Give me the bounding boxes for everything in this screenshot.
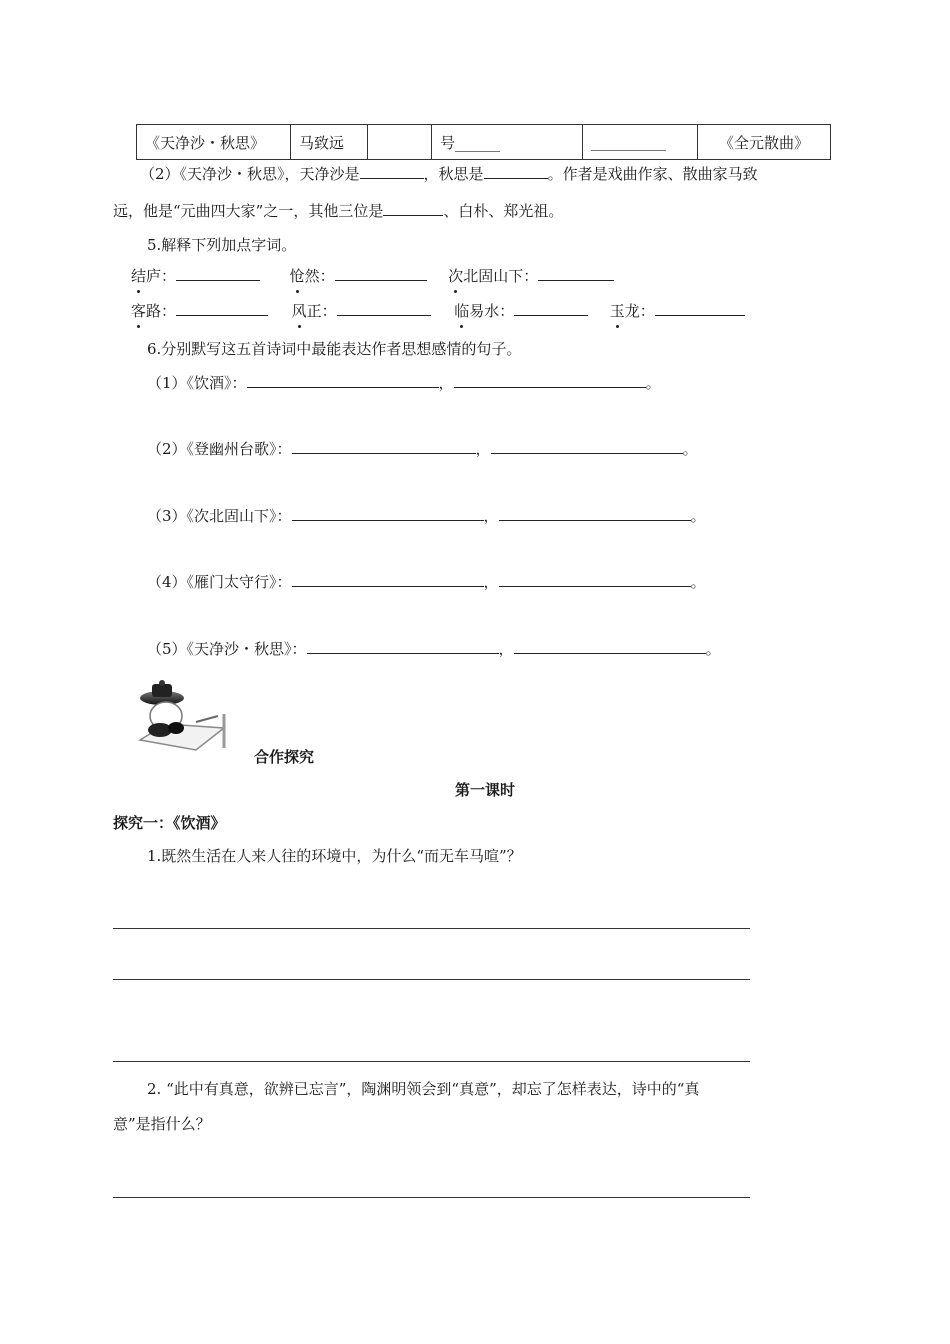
q6-item-label: （5）《天净沙・秋思》： — [147, 640, 307, 658]
answer-blank[interactable] — [383, 201, 443, 216]
answer-blank[interactable] — [292, 439, 476, 454]
answer-blank[interactable] — [176, 266, 260, 281]
table-row — [137, 125, 831, 160]
q4-2-line1 — [140, 163, 758, 184]
q5-item-label: 北固山下： — [463, 267, 539, 285]
answer-blank[interactable] — [514, 639, 706, 654]
q5-item — [610, 302, 655, 320]
answer-blank[interactable] — [499, 572, 691, 587]
answer-blank[interactable] — [514, 301, 588, 316]
q5-item — [131, 267, 176, 285]
q5-item — [292, 302, 337, 320]
explore-question-1: 1.既然生活在人来人往的环境中，为什么“而无车马喧”？ — [147, 847, 522, 865]
q6-title: 6.分别默写这五首诗词中最能表达作者思想感情的句子。 — [147, 340, 522, 358]
punct: 。 — [682, 440, 698, 458]
source-cell: 《全元散曲》 — [698, 125, 831, 160]
section-heading: 合作探究 — [254, 748, 315, 766]
explore-heading: 探究一：《饮酒》 — [113, 814, 226, 832]
q6-item-label: （4）《雁门太守行》： — [147, 573, 292, 591]
explore-question-2-line1: 2. “此中有真意，欲辨已忘言”，陶渊明领会到“真意”，却忘了怎样表达，诗中的“真 — [147, 1080, 700, 1098]
poem-info-table — [136, 124, 831, 160]
q5-item-label: 正： — [306, 302, 337, 320]
q6-item-5 — [147, 638, 721, 659]
q5-item-label: 然： — [304, 267, 335, 285]
q5-item-label: 庐： — [146, 267, 177, 285]
blank-cell-2: __________ — [583, 125, 698, 160]
dotted-char: 临 — [454, 302, 470, 320]
dotted-char: 结 — [131, 267, 147, 285]
answer-line[interactable] — [113, 928, 750, 929]
answer-blank[interactable] — [538, 266, 614, 281]
punct: ， — [483, 507, 499, 525]
answer-blank[interactable] — [491, 439, 683, 454]
q5-item-label: 龙： — [624, 302, 655, 320]
answer-blank[interactable] — [655, 301, 745, 316]
answer-blank[interactable] — [292, 506, 484, 521]
answer-blank[interactable] — [337, 301, 431, 316]
punct: ， — [483, 573, 499, 591]
q6-item-4 — [147, 571, 706, 592]
q5-item — [448, 267, 538, 285]
q4-2-text-b: ，秋思是 — [423, 165, 484, 183]
blank-cell — [368, 125, 432, 160]
answer-line[interactable] — [113, 1197, 750, 1198]
q5-item — [290, 267, 335, 285]
answer-blank[interactable] — [247, 373, 439, 388]
punct: ， — [498, 640, 514, 658]
q6-item-1 — [147, 372, 661, 393]
studying-figure-icon — [136, 678, 228, 754]
q6-item-label: （2）《登幽州台歌》： — [147, 440, 292, 458]
q5-item-label: 路： — [146, 302, 177, 320]
answer-blank[interactable] — [499, 506, 691, 521]
answer-blank[interactable] — [307, 639, 499, 654]
answer-blank[interactable] — [454, 373, 646, 388]
punct: 。 — [705, 640, 721, 658]
q6-item-3 — [147, 505, 706, 526]
answer-blank[interactable] — [292, 572, 484, 587]
dotted-char: 客 — [131, 302, 147, 320]
answer-blank[interactable] — [484, 164, 548, 179]
dotted-char: 风 — [291, 302, 307, 320]
punct: ， — [475, 440, 491, 458]
q6-item-label: （3）《次北固山下》： — [147, 507, 292, 525]
q4-2-text-d: 远，他是“元曲四大家”之一，其他三位是 — [113, 202, 384, 220]
q6-item-label: （1）《饮酒》： — [147, 374, 247, 392]
dotted-char: 怆 — [289, 267, 305, 285]
q5-item — [454, 302, 514, 320]
q5-item — [131, 302, 176, 320]
punct: 。 — [645, 374, 661, 392]
dotted-char: 玉 — [609, 302, 625, 320]
poem-title-cell: 《天净沙・秋思》 — [137, 125, 291, 160]
q6-item-2 — [147, 438, 698, 459]
answer-line[interactable] — [113, 1061, 750, 1062]
q4-2-line2 — [113, 200, 563, 221]
dotted-char: 次 — [448, 267, 464, 285]
answer-blank[interactable] — [335, 266, 427, 281]
punct: 。 — [690, 507, 706, 525]
q5-item-label: 易水： — [469, 302, 515, 320]
q4-2-text-e: 、白朴、郑光祖。 — [443, 202, 564, 220]
q4-2-text-a: （2）《天净沙・秋思》，天净沙是 — [140, 165, 360, 183]
author-cell: 马致远 — [291, 125, 368, 160]
q5-title: 5.解释下列加点字词。 — [147, 236, 297, 254]
q4-2-text-c: 。作者是戏曲作家、散曲家马致 — [547, 165, 758, 183]
answer-blank[interactable] — [176, 301, 268, 316]
q5-row2 — [131, 300, 745, 321]
q5-row1 — [131, 265, 614, 286]
punct: 。 — [690, 573, 706, 591]
punct: ， — [438, 374, 454, 392]
lesson-heading: 第一课时 — [455, 781, 516, 799]
answer-blank[interactable] — [360, 164, 424, 179]
explore-question-2-line2: 意”是指什么？ — [113, 1115, 211, 1133]
hao-cell: 号______ — [432, 125, 583, 160]
answer-line[interactable] — [113, 979, 750, 980]
